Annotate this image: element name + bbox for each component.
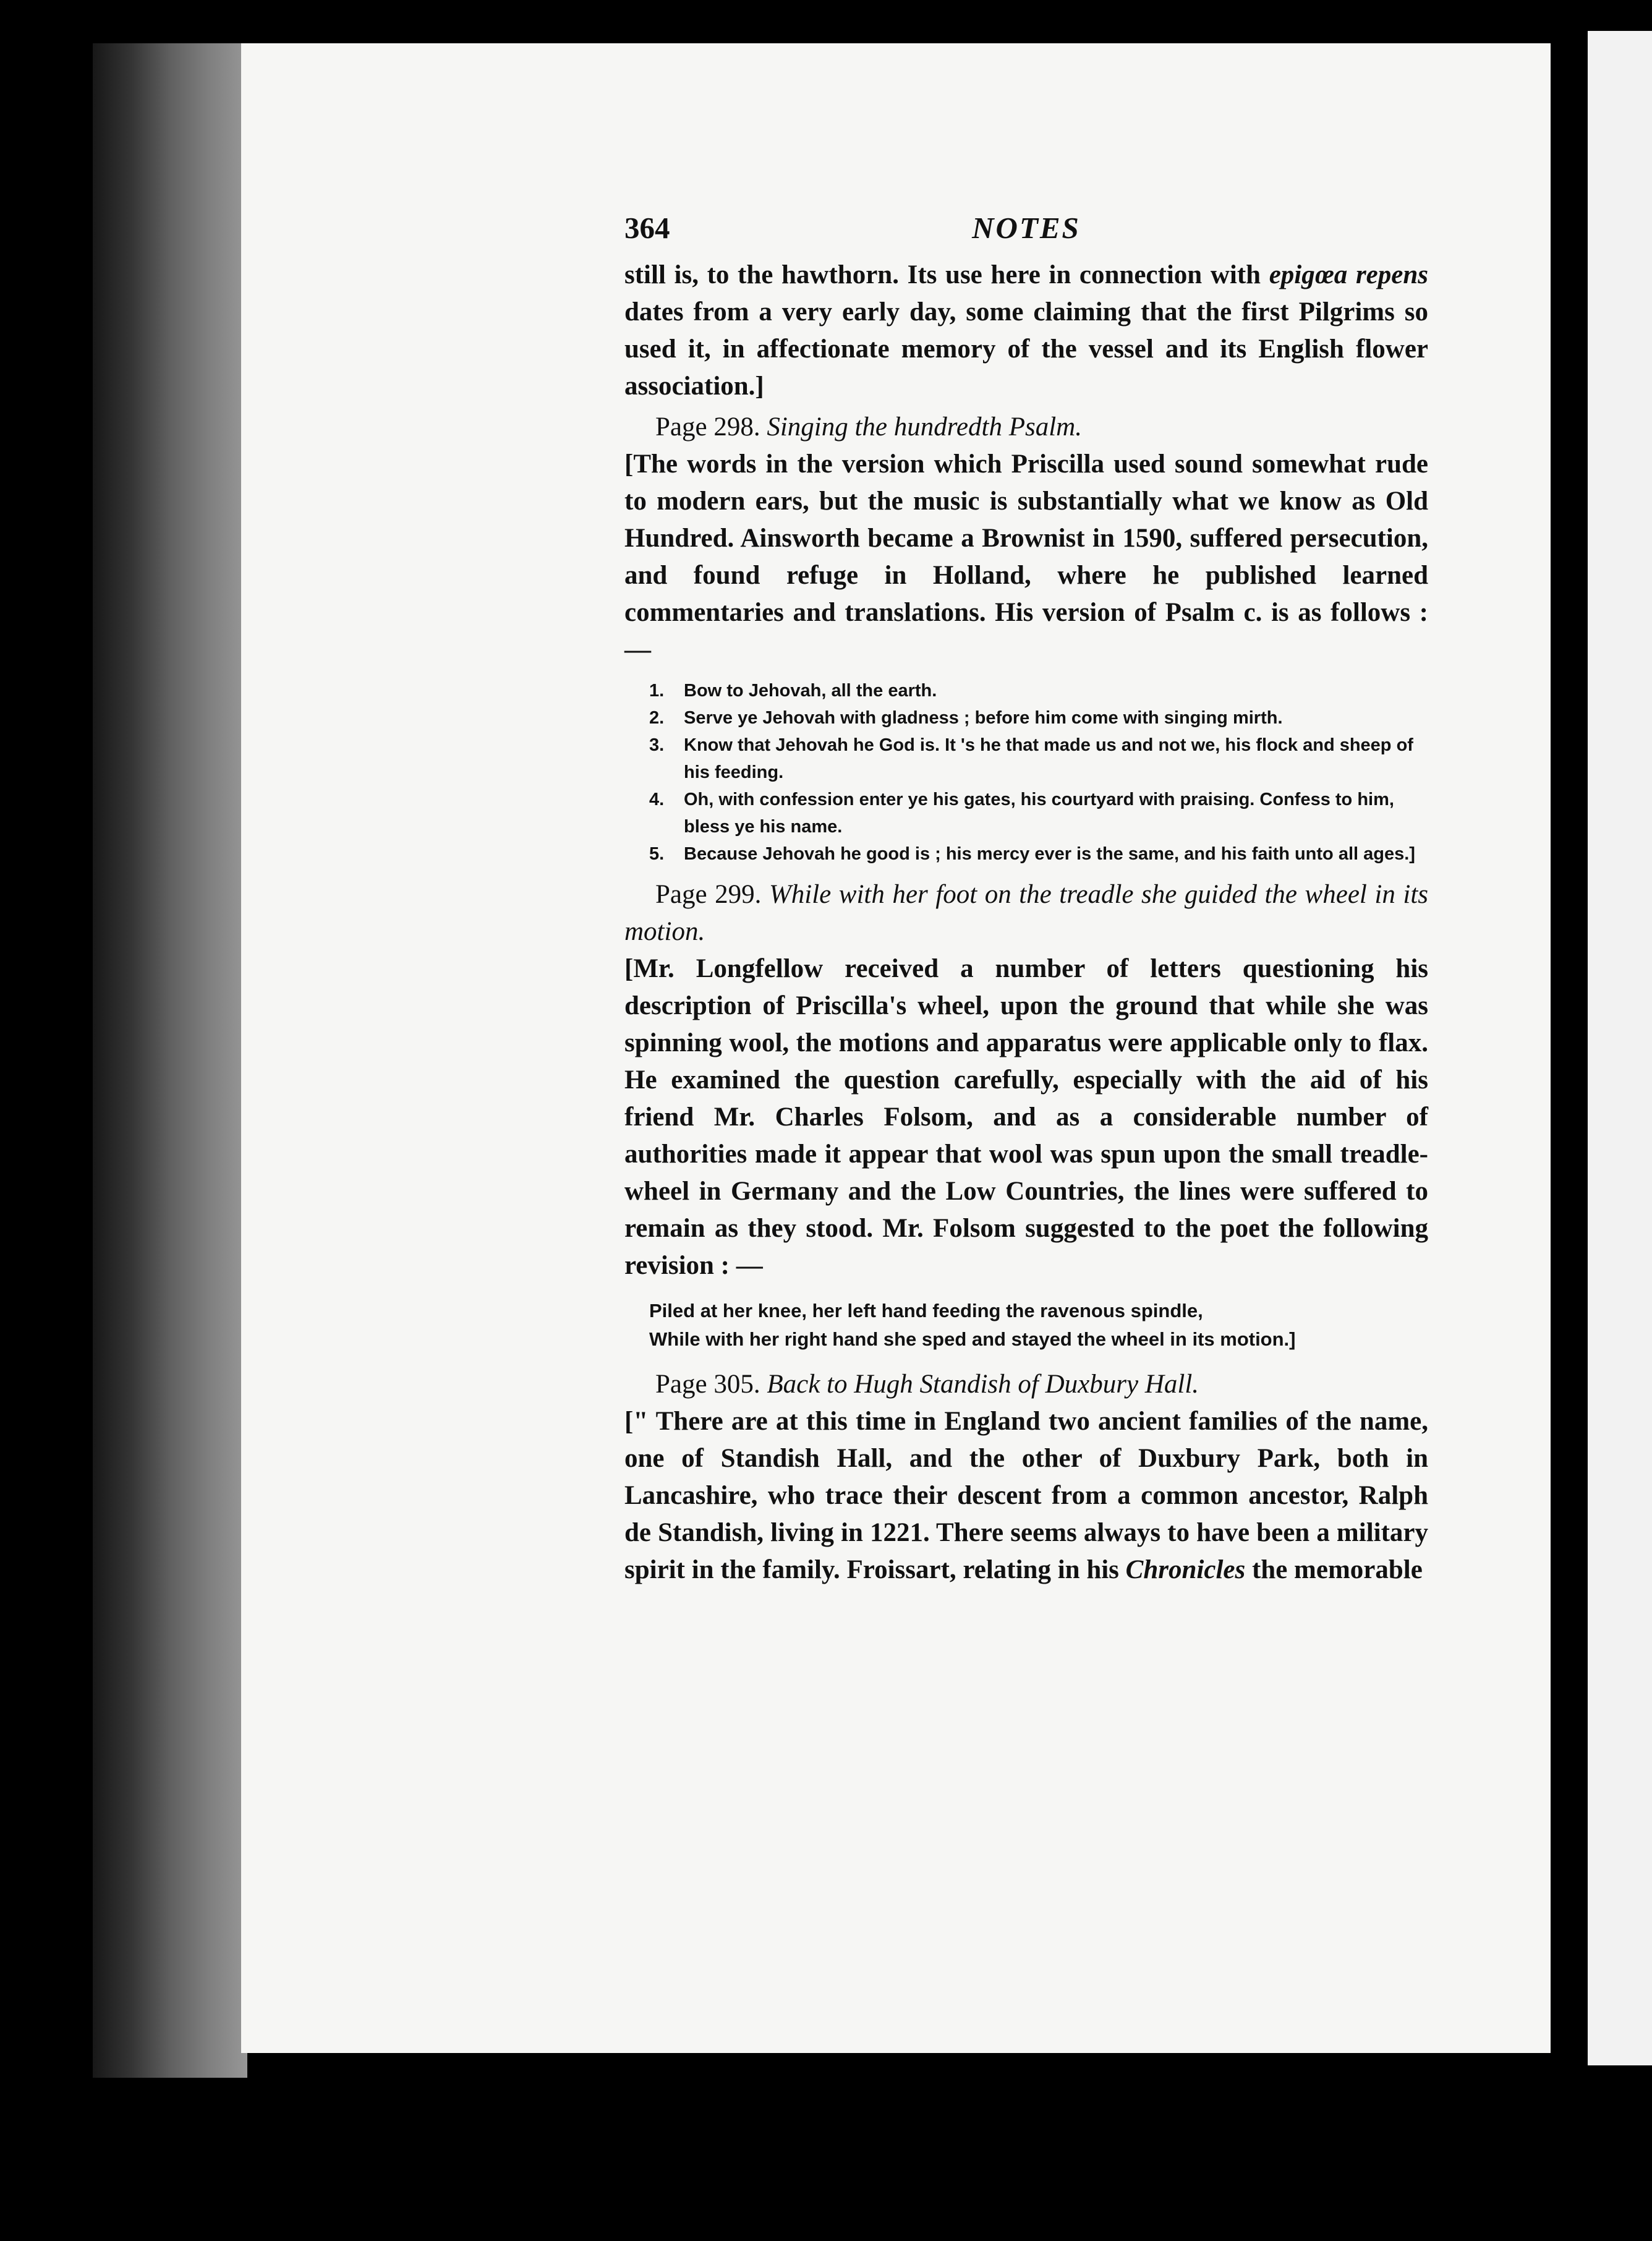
note-reference-305: Page 305. Back to Hugh Standish of Duxbury Hall.	[655, 1370, 1199, 1399]
list-item: 5. Because Jehovah he good is ; his mercy ever is the same, and his faith unto all ages.]	[649, 844, 1415, 864]
facing-page-edge	[1583, 31, 1652, 2065]
italic-term: epigœa repens	[1269, 260, 1428, 289]
verse-line: Piled at her knee, her left hand feeding the ravenous spindle,	[649, 1300, 1203, 1321]
running-head	[624, 210, 1428, 257]
list-item: 4. Oh, with confession enter ye his gates, his courtyard with praising. Confess to him, bless ye his name.	[649, 790, 1394, 837]
note-reference-298: Page 298. Singing the hundredth Psalm.	[655, 412, 1082, 442]
paragraph-hawthorn: still is, to the hawthorn. Its use here in connection with epigœa repens dates from a very early day, some claiming that the first Pilgrims so used it, in affectionate memory of the vessel and its English flower association.]	[624, 260, 1428, 401]
psalm-list	[649, 677, 1428, 868]
paragraph-standish-note: [" There are at this time in England two ancient families of the name, one of Standish Hall, and the other of Duxbury Park, both in Lancashire, who trace their descent from a common ancestor, Ralph de Standish, living in 1221. There seems always to have been a military spirit in the family. Froissart, relating in his Chronicles the memorable	[624, 1407, 1428, 1584]
italic-title: Chronicles	[1125, 1555, 1246, 1584]
page-number: 364	[624, 211, 670, 245]
page-content	[624, 210, 1428, 1589]
verse-line: While with her right hand she sped and stayed the wheel in its motion.]	[649, 1328, 1296, 1350]
note-reference-299: Page 299. While with her foot on the treadle she guided the wheel in its motion.	[624, 880, 1429, 946]
list-item: 3. Know that Jehovah he God is. It 's he that made us and not we, his flock and sheep of his feeding.	[649, 735, 1413, 782]
list-item: 2. Serve ye Jehovah with gladness ; before him come with singing mirth.	[649, 708, 1283, 728]
paragraph-wheel-note: [Mr. Longfellow received a number of letters questioning his description of Priscilla's wheel, upon the ground that while she was spinning wool, the motions and apparatus were applicable only to flax. He examined the question carefully, especially with the aid of his friend Mr. Charles Folsom, and as a considerable number of authorities made it appear that wool was spun upon the small treadle-wheel in Germany and the Low Countries, the lines were suffered to remain as they stood. Mr. Folsom suggested to the poet the following revision : —	[624, 954, 1428, 1280]
list-item: 1. Bow to Jehovah, all the earth.	[649, 681, 937, 701]
book-page-edges	[93, 43, 247, 2078]
revision-verse	[649, 1297, 1428, 1354]
running-title: NOTES	[972, 211, 1081, 245]
paragraph-psalm-note: [The words in the version which Priscilla used sound somewhat rude to modern ears, but the music is substantially what we know as Old Hundred. Ainsworth became a Brownist in 1590, suffered persecution, and found refuge in Holland, where he published learned commentaries and translations. His version of Psalm c. is as follows : —	[624, 450, 1428, 664]
